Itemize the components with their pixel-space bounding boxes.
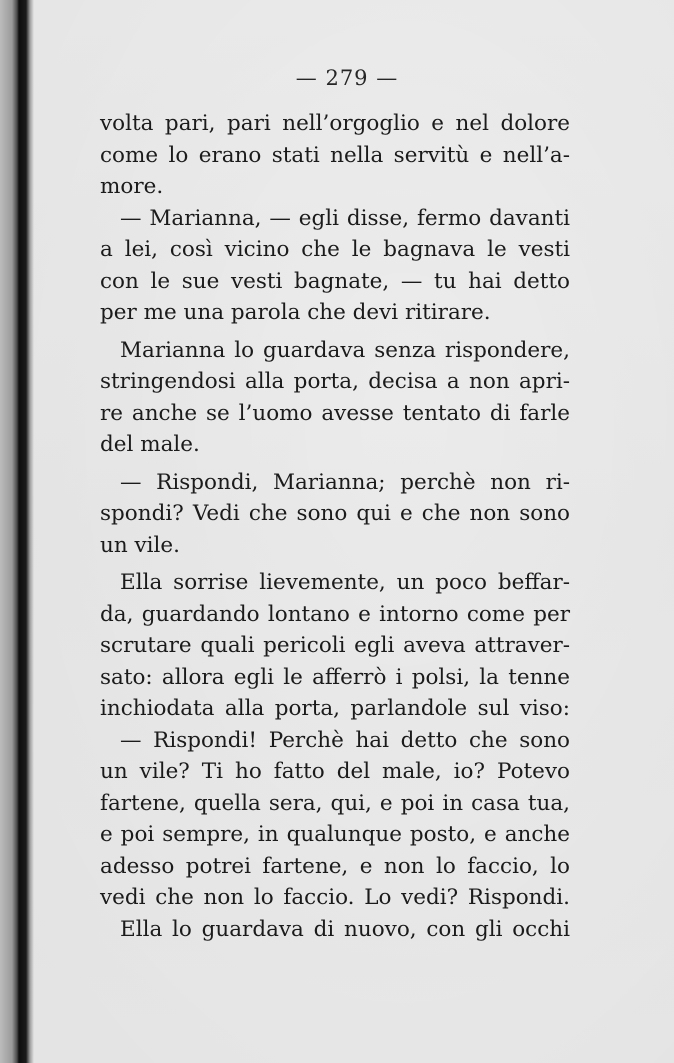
paragraph: [100, 335, 570, 461]
text-line: volta pari, pari nell’orgoglio e nel dolore: [100, 111, 570, 136]
text-line: more.: [100, 174, 164, 199]
text-line: un vile.: [100, 532, 180, 558]
text-line: sato: allora egli le afferrò i polsi, la tenne: [100, 664, 570, 690]
text-line: inchiodata alla porta, parlandole sul viso:: [100, 696, 570, 721]
text-line: vedi che non lo faccio. Lo vedi? Rispondi.: [100, 885, 570, 910]
text-line: Ella sorrise lievemente, un poco beffar-: [120, 570, 570, 595]
text-line: scrutare quali pericoli egli aveva attraver-: [100, 633, 570, 658]
paragraph: [100, 203, 570, 329]
paragraph: [100, 567, 570, 725]
text-line: del male.: [100, 432, 200, 457]
paragraph: [100, 108, 570, 203]
paragraph: [100, 725, 570, 914]
text-line: a lei, così vicino che le bagnava le vesti: [100, 237, 570, 262]
body-text: [100, 108, 570, 945]
text-line: — Rispondi, Marianna; perchè non ri-: [120, 469, 570, 495]
text-line: re anche se l’uomo avesse tentato di farle: [100, 400, 570, 426]
page-number: — 279 —: [295, 66, 399, 90]
text-line: adesso potrei fartene, e non lo faccio, lo: [100, 853, 570, 879]
text-line: come lo erano stati nella servitù e nell’a-: [100, 142, 570, 168]
paragraph: [100, 467, 570, 562]
paragraph: [100, 914, 570, 946]
text-line: fartene, quella sera, qui, e poi in casa tua,: [100, 790, 570, 816]
book-spine-shadow: [0, 0, 34, 1063]
text-line: da, guardando lontano e intorno come per: [100, 601, 570, 627]
text-line: per me una parola che devi ritirare.: [100, 300, 491, 325]
text-line: spondi? Vedi che sono qui e che non sono: [100, 501, 570, 526]
text-line: un vile? Ti ho fatto del male, io? Potevo: [100, 759, 570, 784]
text-line: Marianna lo guardava senza rispondere,: [120, 337, 570, 363]
text-line: — Rispondi! Perchè hai detto che sono: [120, 727, 570, 753]
text-line: con le sue vesti bagnate, — tu hai detto: [100, 268, 570, 294]
text-line: stringendosi alla porta, decisa a non apri-: [100, 369, 570, 394]
text-line: Ella lo guardava di nuovo, con gli occhi: [120, 916, 570, 942]
text-line: — Marianna, — egli disse, fermo davanti: [120, 205, 570, 231]
text-line: e poi sempre, in qualunque posto, e anche: [100, 822, 570, 847]
